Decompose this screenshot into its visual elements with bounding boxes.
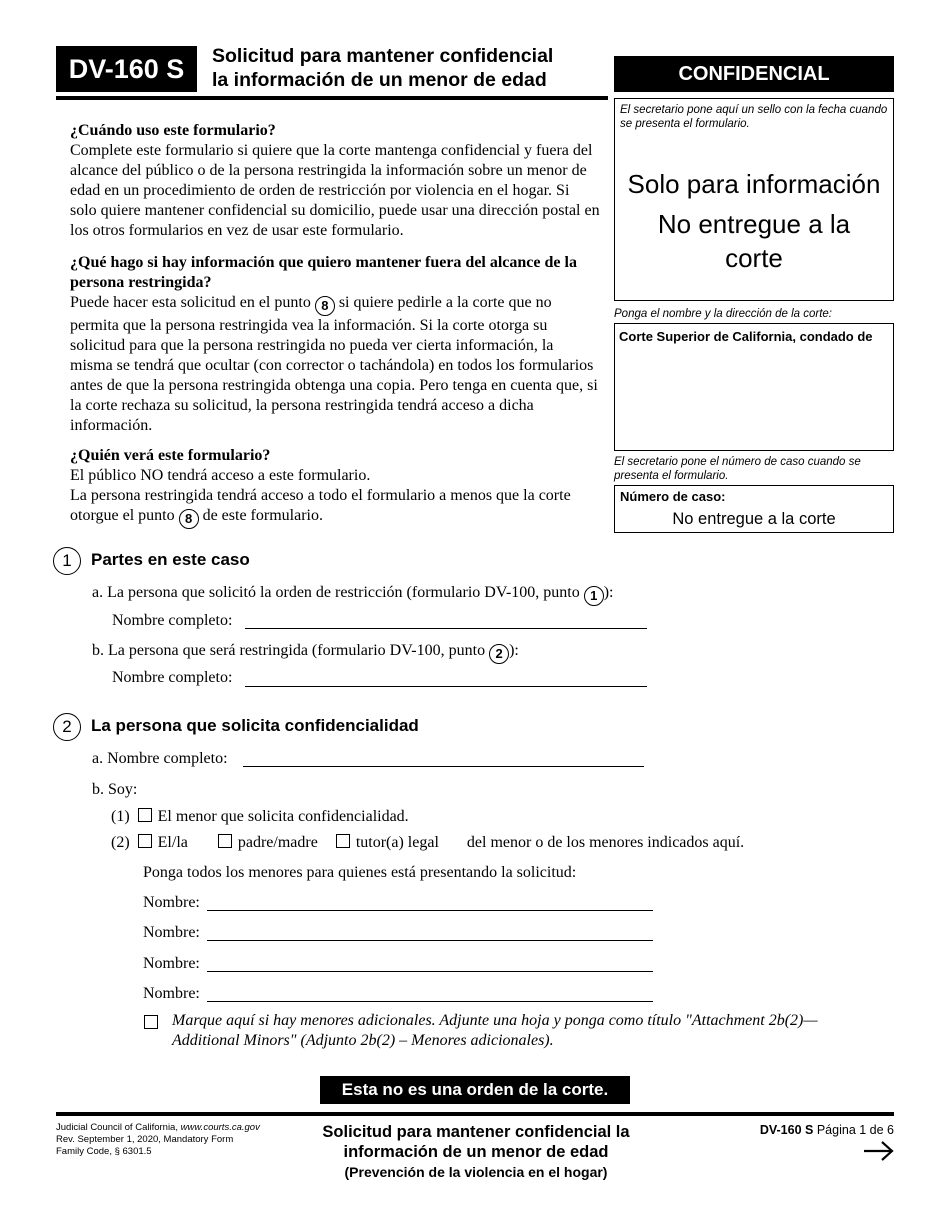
option-2-row — [111, 833, 744, 853]
court-label: Corte Superior de California, condado de — [619, 329, 873, 344]
case-number-box[interactable] — [614, 485, 894, 533]
footer-source — [56, 1122, 316, 1158]
restrained-name-label: Nombre completo: — [112, 669, 233, 686]
minor-name-field[interactable] — [207, 909, 653, 911]
form-title — [212, 44, 612, 92]
not-court-order-notice: Esta no es una orden de la corte. — [320, 1076, 630, 1104]
minor-checkbox[interactable] — [138, 808, 152, 822]
confidential-banner: CONFIDENCIAL — [614, 56, 894, 92]
requester-name-field[interactable] — [243, 765, 644, 767]
footer-subtitle: (Prevención de la violencia en el hogar) — [344, 1164, 608, 1180]
minor-name-label: Nombre: — [143, 985, 200, 1002]
stamp-info-only: Solo para información — [627, 169, 881, 199]
petitioner-name-field[interactable] — [245, 627, 647, 629]
option-1-row — [111, 807, 409, 827]
intro-a3-post: de este formulario. — [202, 507, 323, 524]
intro-a2-post: si quiere pedirle a la corte que no permita que la persona restringida vea la información. Si la corte otorga su solicitud para que la persona restringida no pueda ver cierta información, la misma se tendrá que ocultar (con corrector o tachándola) en todos los formularios antes de que la persona restringida obtenga una copia. Pero tenga en cuenta que, si la corte rechaza su solicitud, la persona restringida tendrá acceso a dicha información. — [70, 294, 598, 434]
intro-who — [70, 446, 600, 529]
intro-a2-pre: Puede hacer esta solicitud en el punto — [70, 294, 311, 311]
footer-divider — [56, 1112, 894, 1116]
section-1-number: 1 — [53, 547, 81, 575]
clerk-stamp-box — [614, 98, 894, 301]
case-number-label: Número de caso: — [620, 489, 726, 504]
section-1-title: Partes en este caso — [91, 550, 250, 569]
intro-a3-line1: El público NO tendrá acceso a este formulario. — [70, 467, 371, 484]
section-1a-label — [92, 583, 614, 606]
i-am-label: b. Soy: — [92, 781, 138, 798]
case-number-value: No entregue a la corte — [672, 510, 836, 528]
intro-a1: Complete este formulario si quiere que la corte mantenga confidencial y fuera del alcance del público o de la persona restringida la información sobre un menor de edad en un procedimiento de orden de restricción por violencia en el hogar. Si solo quiere mantener confidencial su domicilio, puede usar una dirección postal en los otros formularios en vez de usar este formulario. — [70, 142, 600, 239]
additional-minors-line1: Marque aquí si hay menores adicionales. Adjunte una hoja y ponga como título "Attachment 2b(2)— — [172, 1012, 818, 1029]
parent-checkbox[interactable] — [218, 834, 232, 848]
minors-prompt: Ponga todos los menores para quienes está presentando la solicitud: — [143, 864, 577, 881]
item-2-marker: 2 — [489, 644, 509, 664]
additional-minors-line2: Additional Minors" (Adjunto 2b(2) – Menores adicionales). — [172, 1032, 554, 1049]
intro-q1: ¿Cuándo uso este formulario? — [70, 122, 276, 139]
petitioner-name-label: Nombre completo: — [112, 612, 233, 629]
requester-name-label: a. Nombre completo: — [92, 750, 228, 767]
section-1b-close: ): — [509, 642, 519, 659]
intro-q2: ¿Qué hago si hay información que quiero mantener fuera del alcance de la persona restringida? — [70, 254, 577, 291]
stamp-note: El secretario pone aquí un sello con la fecha cuando se presenta el formulario. — [620, 104, 888, 130]
footer-page-info — [690, 1123, 894, 1137]
footer-revision: Rev. September 1, 2020, Mandatory Form — [56, 1134, 234, 1145]
section-2-title: La persona que solicita confidencialidad — [91, 716, 419, 735]
section-1b-text: b. La persona que será restringida (formulario DV-100, punto — [92, 642, 486, 659]
stamp-do-not-file: No entregue a la corte — [657, 209, 851, 273]
item-8-marker: 8 — [179, 509, 199, 529]
header-divider — [56, 96, 608, 100]
section-2-number: 2 — [53, 713, 81, 741]
minor-name-field[interactable] — [207, 1000, 653, 1002]
footer-council: Judicial Council of California, — [56, 1122, 178, 1133]
minor-name-field[interactable] — [207, 939, 653, 941]
intro-what — [70, 253, 600, 436]
section-1a-close: ): — [603, 584, 614, 601]
court-address-box[interactable] — [614, 323, 894, 451]
case-number-note: El secretario pone el número de caso cuando se presenta el formulario. — [614, 456, 861, 482]
option-2-tail: del menor o de los menores indicados aquí. — [466, 834, 745, 851]
footer-page-number: Página 1 de 6 — [816, 1123, 894, 1137]
item-8-marker: 8 — [315, 296, 335, 316]
minor-name-field[interactable] — [207, 970, 653, 972]
footer-code: Family Code, § 6301.5 — [56, 1146, 152, 1157]
footer-title-line1: Solicitud para mantener confidencial la — [322, 1123, 630, 1141]
minor-name-label: Nombre: — [143, 955, 200, 972]
option-2-parent: padre/madre — [237, 834, 318, 851]
footer-form-id: DV-160 S — [759, 1123, 814, 1137]
intro-q3: ¿Quién verá este formulario? — [70, 447, 271, 464]
intro-a3-pre: La persona restringida tendrá acceso a todo el formulario a menos que la corte otorgue el punto — [70, 487, 571, 524]
footer-website: www.courts.ca.gov — [180, 1122, 260, 1133]
option-1-text: El menor que solicita confidencialidad. — [157, 808, 409, 825]
additional-minors-checkbox[interactable] — [144, 1015, 158, 1029]
option-2-number: (2) — [111, 834, 130, 851]
footer-title-line2: información de un menor de edad — [343, 1143, 609, 1161]
form-title-line2: la información de un menor de edad — [212, 69, 547, 91]
section-1b-label — [92, 641, 519, 664]
section-1a-text: a. La persona que solicitó la orden de restricción (formulario DV-100, punto — [92, 584, 580, 601]
intro-when — [70, 121, 600, 241]
option-1-number: (1) — [111, 808, 130, 825]
form-title-line1: Solicitud para mantener confidencial — [212, 45, 554, 67]
minor-name-label: Nombre: — [143, 894, 200, 911]
right-arrow-icon — [860, 1138, 896, 1164]
court-note: Ponga el nombre y la dirección de la corte: — [614, 308, 832, 320]
el-la-checkbox[interactable] — [138, 834, 152, 848]
option-2-guardian: tutor(a) legal — [355, 834, 439, 851]
footer-title — [290, 1122, 662, 1182]
form-id-badge: DV-160 S — [56, 46, 197, 92]
minor-name-label: Nombre: — [143, 924, 200, 941]
item-1-marker: 1 — [584, 586, 604, 606]
restrained-name-field[interactable] — [245, 685, 647, 687]
option-2-el-la: El/la — [157, 834, 188, 851]
guardian-checkbox[interactable] — [336, 834, 350, 848]
